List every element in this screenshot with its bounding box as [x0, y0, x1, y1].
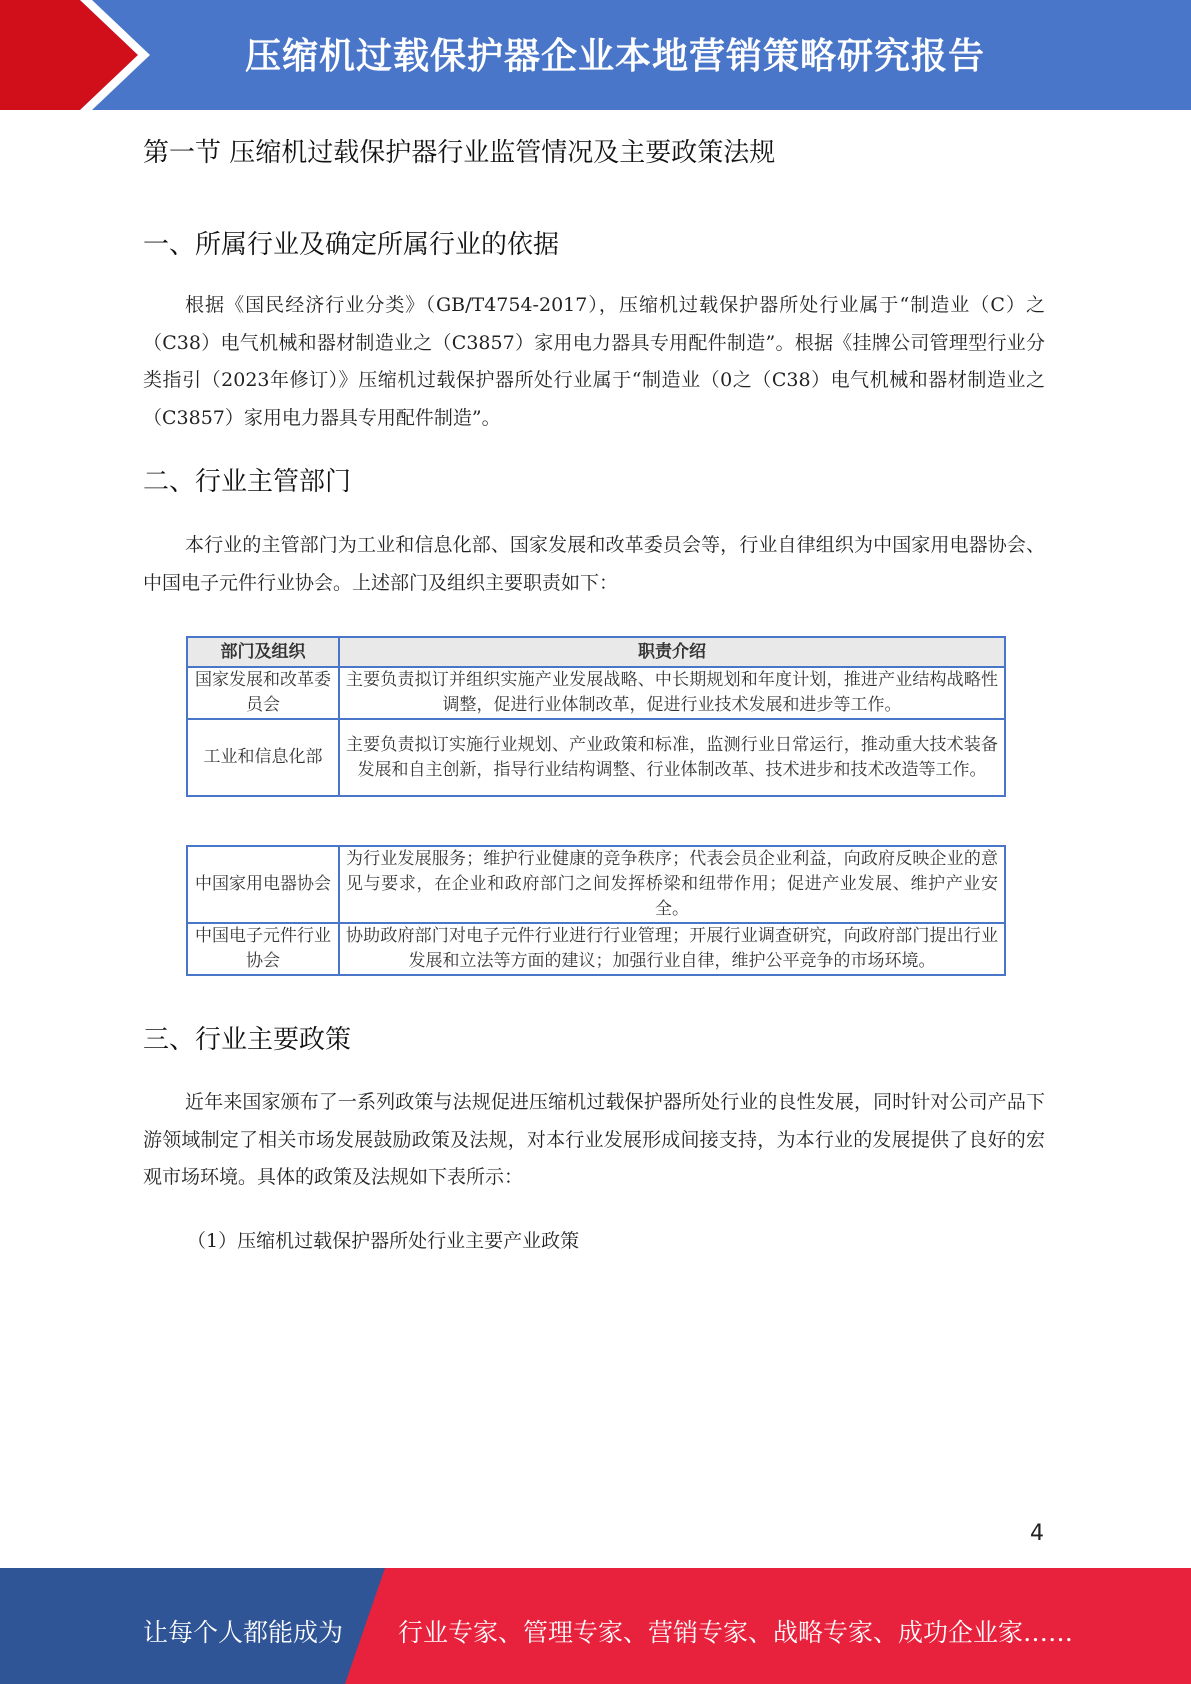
- section-heading-1: 一、所属行业及确定所属行业的依据: [143, 230, 560, 260]
- table-row: [187, 846, 1005, 923]
- org-name-cell: 国家发展和改革委员会: [187, 667, 339, 719]
- table-header-cell: 职责介绍: [339, 637, 1005, 667]
- page-number: 4: [1030, 1521, 1044, 1546]
- org-duty-cell: 为行业发展服务；维护行业健康的竞争秩序；代表会员企业利益，向政府反映企业的意见与要求，在企业和政府部门之间发挥桥梁和纽带作用；促进产业发展、维护产业安全。: [339, 846, 1005, 923]
- section-heading-2: 二、行业主管部门: [143, 467, 352, 497]
- report-title: 压缩机过载保护器企业本地营销策略研究报告: [245, 36, 986, 77]
- org-name-cell: 工业和信息化部: [187, 719, 339, 796]
- table-row: [187, 667, 1005, 719]
- org-duty-cell: 主要负责拟订实施行业规划、产业政策和标准，监测行业日常运行，推动重大技术装备发展和自主创新，指导行业结构调整、行业体制改革、技术进步和技术改造等工作。: [339, 719, 1005, 796]
- section-paragraph-3: 近年来国家颁布了一系列政策与法规促进压缩机过载保护器所处行业的良性发展，同时针对公司产品下游领域制定了相关市场发展鼓励政策及法规，对本行业发展形成间接支持，为本行业的发展提供了良好的宏观市场环境。具体的政策及法规如下表所示：: [143, 1091, 1045, 1188]
- table-row: [187, 719, 1005, 796]
- org-duty-table-2: [186, 845, 1006, 976]
- org-name-cell: 中国家用电器协会: [187, 846, 339, 923]
- table-header-cell: 部门及组织: [187, 637, 339, 667]
- chapter-title: 第一节 压缩机过载保护器行业监管情况及主要政策法规: [143, 138, 776, 168]
- footer-slogan-right: 行业专家、管理专家、营销专家、战略专家、成功企业家……: [398, 1618, 1074, 1647]
- org-duty-cell: 主要负责拟订并组织实施产业发展战略、中长期规划和年度计划，推进产业结构战略性调整，促进行业体制改革，促进行业技术发展和进步等工作。: [339, 667, 1005, 719]
- table-header-row: [187, 637, 1005, 667]
- footer-slogan-left: 让每个人都能成为: [143, 1618, 344, 1647]
- table-row: [187, 923, 1005, 975]
- org-duty-cell: 协助政府部门对电子元件行业进行行业管理；开展行业调查研究，向政府部门提出行业发展和立法等方面的建议；加强行业自律，维护公平竞争的市场环境。: [339, 923, 1005, 975]
- section-heading-3: 三、行业主要政策: [143, 1025, 352, 1055]
- section-paragraph-2: 本行业的主管部门为工业和信息化部、国家发展和改革委员会等，行业自律组织为中国家用电器协会、中国电子元件行业协会。上述部门及组织主要职责如下：: [143, 534, 1045, 594]
- org-duty-table-1: [186, 636, 1006, 797]
- policy-list-item: （1）压缩机过载保护器所处行业主要产业政策: [187, 1230, 580, 1252]
- org-name-cell: 中国电子元件行业协会: [187, 923, 339, 975]
- section-paragraph-1: 根据《国民经济行业分类》（GB/T4754-2017），压缩机过载保护器所处行业属于“制造业（C）之（C38）电气机械和器材制造业之（C3857）家用电力器具专用配件制造”。根据《挂牌公司管理型行业分类指引（2023年修订）》压缩机过载保护器所处行业属于“制造业（0之（C38）电气机械和器材制造业之（C3857）家用电力器具专用配件制造”。: [143, 294, 1045, 429]
